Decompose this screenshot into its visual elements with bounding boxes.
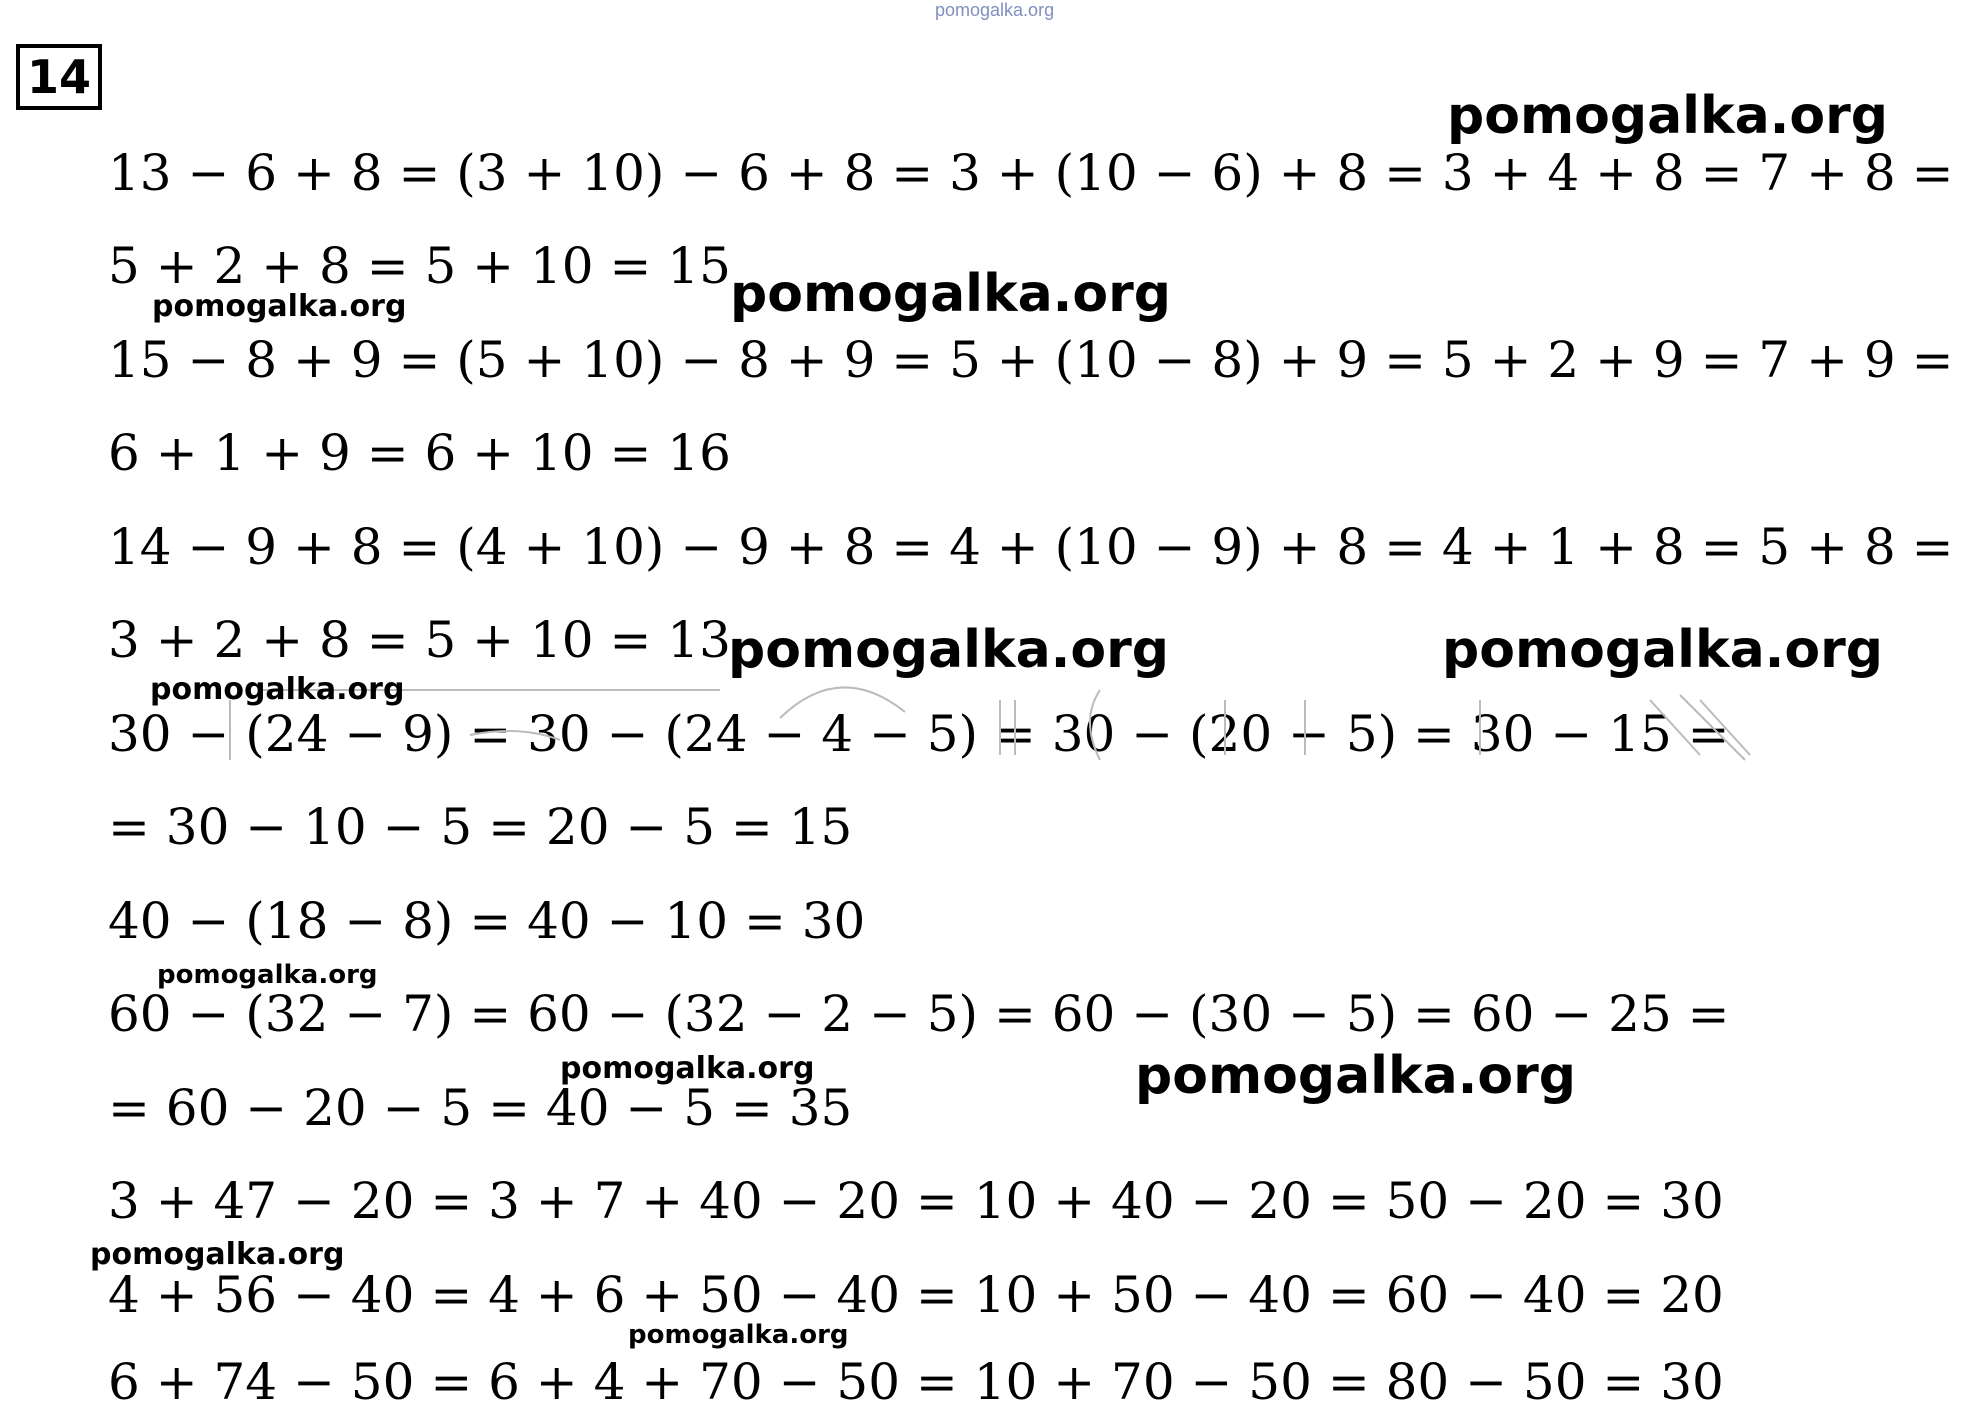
watermark: pomogalka.org bbox=[1447, 86, 1889, 146]
watermark: pomogalka.org bbox=[1442, 620, 1884, 680]
equation-line: 14 − 9 + 8 = (4 + 10) − 9 + 8 = 4 + (10 − 9) + 8 = 4 + 1 + 8 = 5 + 8 = bbox=[108, 518, 1954, 576]
watermark: pomogalka.org bbox=[157, 960, 378, 990]
equation-line: 13 − 6 + 8 = (3 + 10) − 6 + 8 = 3 + (10 − 6) + 8 = 3 + 4 + 8 = 7 + 8 = bbox=[108, 144, 1954, 202]
equation-line: 6 + 1 + 9 = 6 + 10 = 16 bbox=[108, 424, 731, 482]
watermark: pomogalka.org bbox=[628, 1320, 849, 1350]
equation-line: 3 + 47 − 20 = 3 + 7 + 40 − 20 = 10 + 40 − 20 = 50 − 20 = 30 bbox=[108, 1172, 1724, 1230]
task-number: 14 bbox=[16, 44, 102, 110]
watermark: pomogalka.org bbox=[1135, 1046, 1577, 1106]
watermark: pomogalka.org bbox=[728, 620, 1170, 680]
watermark: pomogalka.org bbox=[730, 264, 1172, 324]
equation-line: 60 − (32 − 7) = 60 − (32 − 2 − 5) = 60 − (30 − 5) = 60 − 25 = bbox=[108, 985, 1730, 1043]
equation-line: 15 − 8 + 9 = (5 + 10) − 8 + 9 = 5 + (10 − 8) + 9 = 5 + 2 + 9 = 7 + 9 = bbox=[108, 331, 1954, 389]
watermark: pomogalka.org bbox=[560, 1051, 815, 1086]
watermark: pomogalka.org bbox=[152, 289, 407, 324]
equation-line: = 30 − 10 − 5 = 20 − 5 = 15 bbox=[108, 798, 853, 856]
equation-line: 4 + 56 − 40 = 4 + 6 + 50 − 40 = 10 + 50 − 40 = 60 − 40 = 20 bbox=[108, 1266, 1724, 1324]
equation-line: 6 + 74 − 50 = 6 + 4 + 70 − 50 = 10 + 70 − 50 = 80 − 50 = 30 bbox=[108, 1353, 1724, 1411]
equation-line: = 60 − 20 − 5 = 40 − 5 = 35 bbox=[108, 1079, 853, 1137]
equation-line: 3 + 2 + 8 = 5 + 10 = 13 bbox=[108, 611, 731, 669]
header-watermark: pomogalka.org bbox=[935, 0, 1055, 20]
equation-line: 40 − (18 − 8) = 40 − 10 = 30 bbox=[108, 892, 866, 950]
watermark: pomogalka.org bbox=[90, 1237, 345, 1272]
watermark: pomogalka.org bbox=[150, 672, 405, 707]
equation-line: 5 + 2 + 8 = 5 + 10 = 15 bbox=[108, 237, 731, 295]
equation-line: 30 − (24 − 9) = 30 − (24 − 4 − 5) = 30 − (20 − 5) = 30 − 15 = bbox=[108, 705, 1730, 763]
